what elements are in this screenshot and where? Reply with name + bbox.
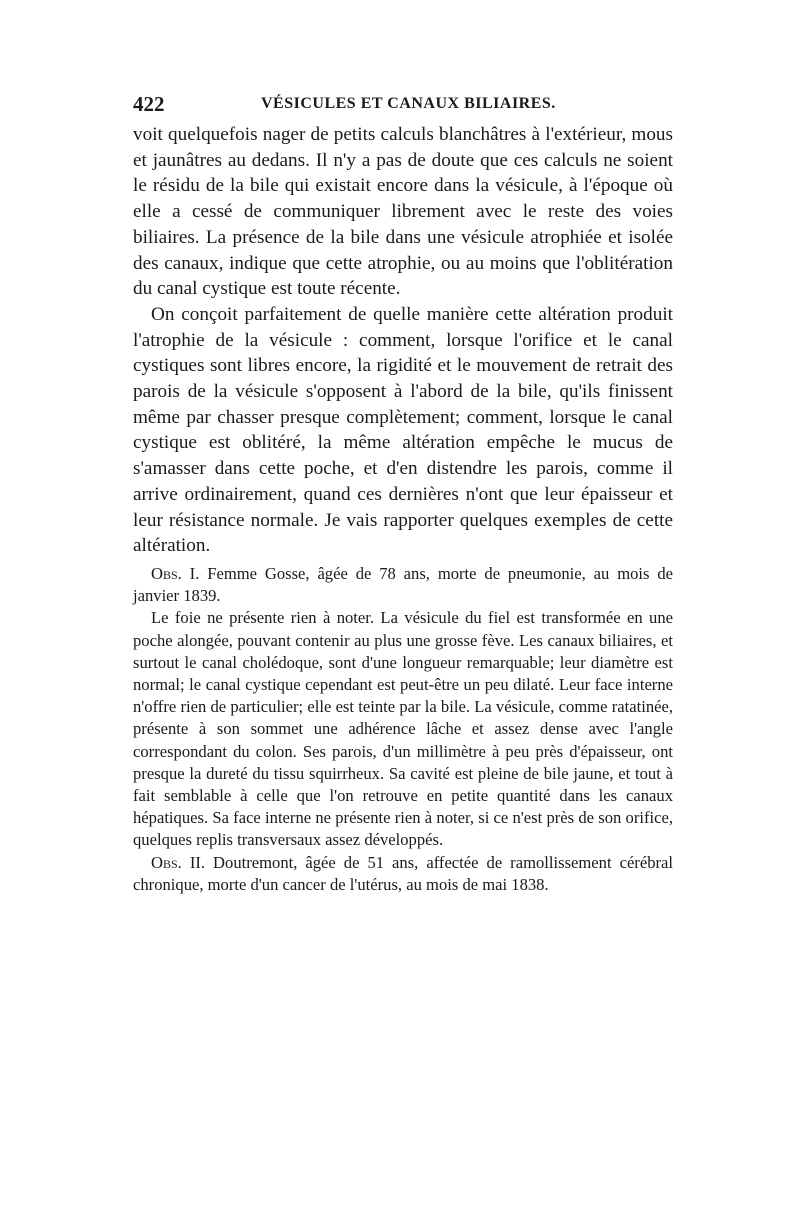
running-title: VÉSICULES ET CANAUX BILIAIRES.	[261, 95, 556, 112]
main-text	[133, 122, 673, 559]
observation-text: Doutremont, âgée de 51 ans, affectée de ramollissement cérébral chronique, morte d'un cancer de l'utérus, au mois de mai 1838.	[133, 852, 673, 894]
page-number: 422	[133, 92, 165, 116]
observation-1-heading	[133, 563, 673, 607]
observations	[133, 563, 673, 896]
observation-label: Obs. I.	[151, 563, 200, 583]
observation-label: Obs. II.	[151, 852, 206, 872]
page-header	[133, 92, 673, 122]
paragraph: On conçoit parfaitement de quelle manière cette altération produit l'atrophie de la vésicule : comment, lorsque l'orifice et le canal cystiques sont libres encore, la rigidité et le mouvement de retrait des parois de la vésicule s'opposent à l'abord de la bile, qu'ils finissent même par chasser presque complètement; comment, lorsque le canal cystique est oblitéré, la même altération empêche le mucus de s'amasser dans cette poche, et d'en distendre les parois, comme il arrive ordinairement, quand ces dernières n'ont que leur épaisseur et leur résistance normale. Je vais rapporter quelques exemples de cette altération.	[133, 303, 673, 557]
observation-2-heading	[133, 852, 673, 896]
observation-text: Femme Gosse, âgée de 78 ans, morte de pneumonie, au mois de janvier 1839.	[133, 563, 673, 606]
paragraph-continuation: voit quelquefois nager de petits calculs blanchâtres à l'extérieur, mous et jaunâtres au dedans. Il n'y a pas de doute que ces calculs ne soient le résidu de la bile qui existait encore dans la vésicule, à l'époque où elle a cessé de communiquer librement avec le reste des voies biliaires. La présence de la bile dans une vésicule atrophiée et isolée des canaux, indique que cette atrophie, ou au moins que l'oblitération du canal cystique est toute récente.	[133, 124, 673, 300]
book-page	[133, 92, 673, 896]
observation-1-body: Le foie ne présente rien à noter. La vésicule du fiel est transformée en une poche alongée, pouvant contenir au plus une grosse fève. Les canaux biliaires, et surtout le canal cholédoque, sont d'une longueur remarquable; leur diamètre est normal; le canal cystique cependant est peut-être un peu dilaté. Leur face interne n'offre rien de particulier; elle est teinte par la bile. La vésicule, comme ratatinée, présente à son sommet une adhérence lâche et assez dense avec l'angle correspondant du colon. Ses parois, d'un millimètre à peu près d'épaisseur, ont presque la dureté du tissu squirrheux. Sa cavité est pleine de bile jaune, et tout à fait semblable à celle que l'on retrouve en petite quantité dans les canaux hépatiques. Sa face interne ne présente rien à noter, si ce n'est près de son orifice, quelques replis transversaux assez développés.	[133, 608, 673, 850]
